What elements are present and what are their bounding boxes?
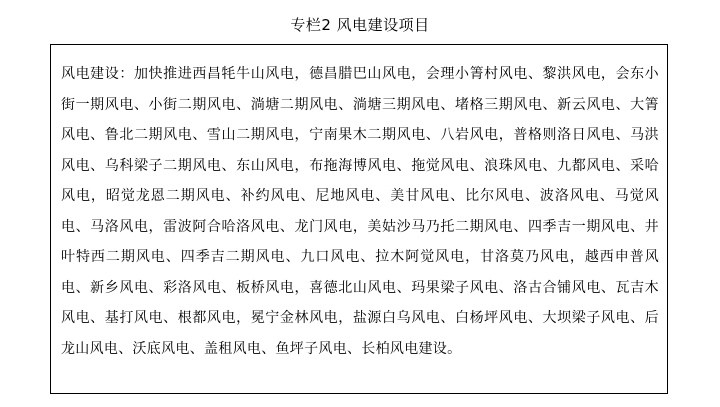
content-box xyxy=(50,44,668,394)
column-body-text: 风电建设：加快推进西昌牦牛山风电，德昌腊巴山风电，会理小箐村风电、黎洪风电，会东小街一期风电、小街二期风电、淌塘二期风电、淌塘三期风电、堵格三期风电、新云风电、大箐风电、鲁北二期风电、雪山二期风电，宁南果木二期风电、八岩风电，普格则洛日风电、马洪风电、乌科梁子二期风电、东山风电，布拖海博风电、拖觉风电、浪珠风电、九都风电、采哈风电，昭觉龙恩二期风电、补约风电、尼地风电、美甘风电、比尔风电、波洛风电、马觉风电、马洛风电，雷波阿合哈洛风电、龙门风电，美姑沙马乃托二期风电、四季吉一期风电、井叶特西二期风电、四季吉二期风电、九口风电、拉木阿觉风电，甘洛莫乃风电，越西申普风电、新乡风电、彩洛风电、板桥风电，喜德北山风电、玛果梁子风电、洛古合铺风电、瓦吉木风电、基打风电、根都风电，冕宁金林风电，盐源白乌风电、白杨坪风电、大坝梁子风电、后龙山风电、沃底风电、盖租风电、鱼坪子风电、长柏风电建设。 xyxy=(61,66,659,357)
column-title: 专栏2 风电建设项目 xyxy=(290,16,430,34)
